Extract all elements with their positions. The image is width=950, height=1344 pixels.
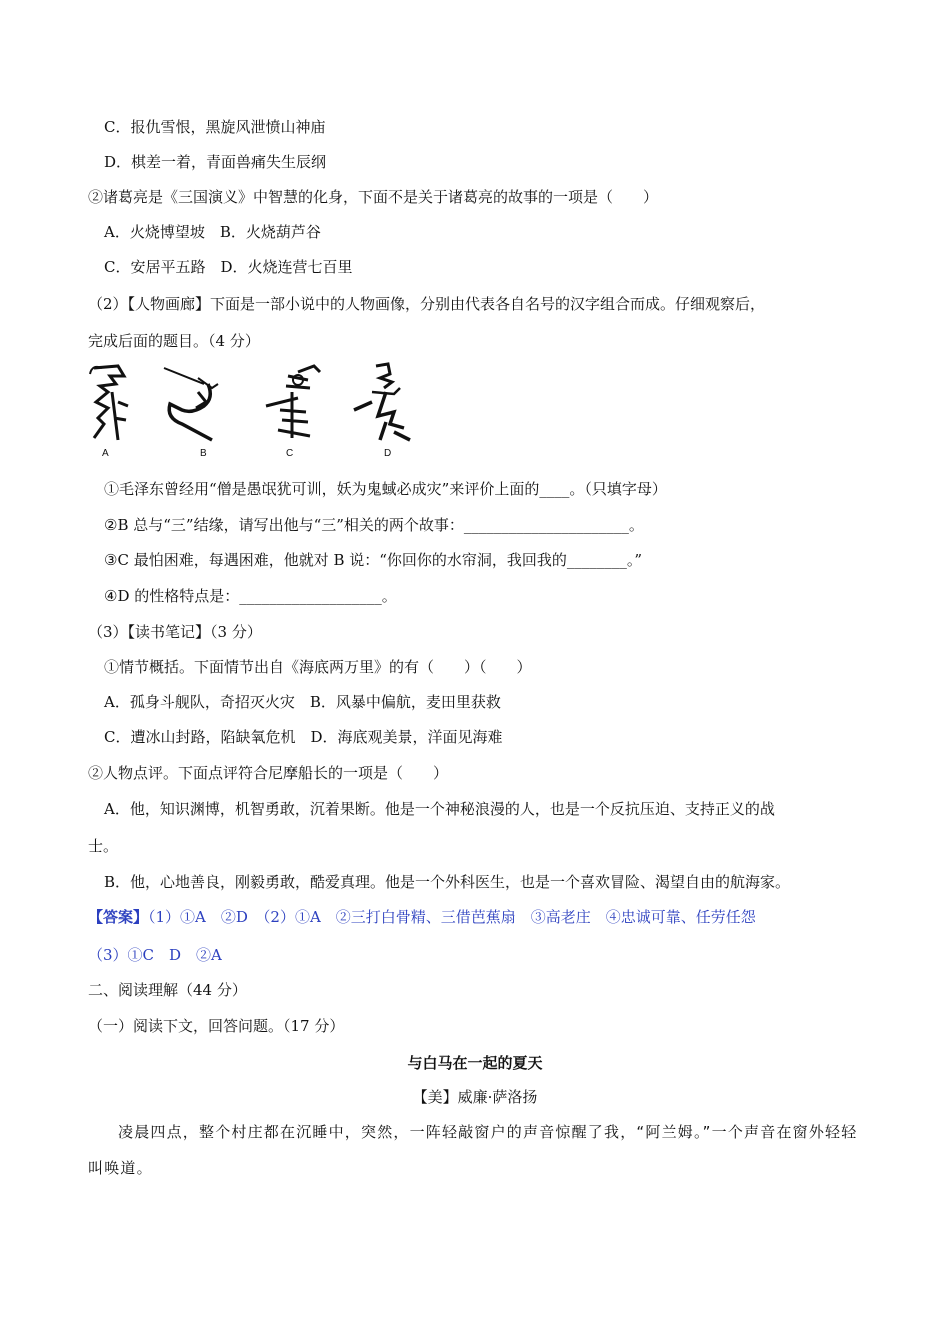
nemo-option-a-cont: 士。	[88, 837, 119, 855]
nemo-option-a: A．他，知识渊博，机智勇敢，沉着果断。他是一个神秘浪漫的人，也是一个反抗压迫、支持正义的战	[104, 800, 775, 818]
nemo-option-b: B．他，心地善良，刚毅勇敢，酷爱真理。他是一个外科医生，也是一个喜欢冒险、渴望自由的航海家。	[104, 873, 791, 891]
character-portraits	[88, 362, 428, 462]
portrait-label-a: A	[102, 448, 109, 459]
portrait-label-d: D	[384, 448, 392, 459]
gallery-item-1: ①毛泽东曾经用“僧是愚氓犹可训，妖为鬼蜮必成灾”来评价上面的____。（只填字母）	[104, 480, 667, 498]
answer-text: （1）①A ②D （2）①A ②三打白骨精、三借芭蕉扇 ③高老庄 ④忠诚可靠、任劳任怨	[148, 908, 756, 926]
answer-label: 【答案】	[88, 908, 149, 926]
passage-title: 与白马在一起的夏天	[407, 1054, 543, 1072]
question-zhuge-liang: ②诸葛亮是《三国演义》中智慧的化身，下面不是关于诸葛亮的故事的一项是（ ）	[88, 188, 659, 206]
portrait-a-image	[88, 362, 132, 444]
portrait-d-image	[350, 362, 420, 444]
portrait-label-c: C	[286, 448, 294, 459]
gallery-item-3: ③C 最怕困难，每遇困难，他就对 B 说：“你回你的水帘洞，我回我的________。”	[104, 551, 643, 569]
gallery-item-2: ②B 总与“三”结缘，请写出他与“三”相关的两个故事：______________________。	[104, 516, 644, 534]
option-d-line: D．棋差一着，青面兽痛失生辰纲	[104, 153, 327, 171]
reading-notes-heading: （3）【读书笔记】（3 分）	[88, 623, 262, 641]
reading-notes-options-ab: A．孤身斗舰队，奇招灭火灾 B．风暴中偏航，麦田里获救	[104, 693, 501, 711]
answer-line	[88, 907, 756, 927]
gallery-item-4: ④D 的性格特点是：___________________。	[104, 587, 397, 605]
reading-notes-options-cd: C．遭冰山封路，陷缺氧危机 D．海底观美景，洋面见海难	[104, 728, 503, 746]
passage-paragraph: 凌晨四点，整个村庄都在沉睡中，突然，一阵轻敲窗户的声音惊醒了我，“阿兰姆。”一个声音在窗外轻轻叫唤道。	[88, 1123, 858, 1177]
gallery-heading-cont: 完成后面的题目。（4 分）	[88, 332, 260, 350]
portrait-b-image	[158, 362, 228, 444]
options-ab: A．火烧博望坡 B．火烧葫芦谷	[104, 223, 321, 241]
portrait-c-image	[258, 362, 328, 444]
gallery-heading: （2）【人物画廊】下面是一部小说中的人物画像，分别由代表各自名号的汉字组合而成。仔细观察后，	[88, 295, 766, 313]
option-c-line: C．报仇雪恨，黑旋风泄愤山神庙	[104, 118, 326, 136]
passage-author: 【美】威廉·萨洛扬	[412, 1088, 538, 1106]
section-heading: 二、阅读理解（44 分）	[88, 981, 247, 999]
subsection-heading: （一）阅读下文，回答问题。（17 分）	[88, 1017, 345, 1035]
reading-notes-item-2: ②人物点评。下面点评符合尼摩船长的一项是（ ）	[88, 764, 449, 782]
portrait-label-b: B	[200, 448, 207, 459]
options-cd: C．安居平五路 D．火烧连营七百里	[104, 258, 353, 276]
reading-notes-item-1: ①情节概括。下面情节出自《海底两万里》的有（ ）（ ）	[104, 658, 532, 676]
answer-line-2: （3）①C D ②A	[88, 946, 222, 964]
